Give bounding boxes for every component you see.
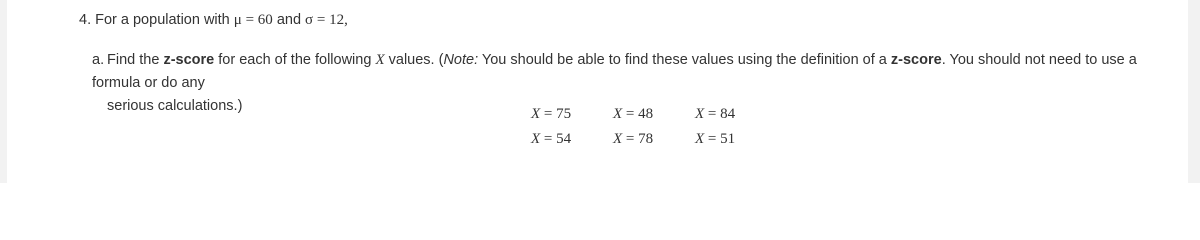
x-value-item: X = 84 xyxy=(695,106,736,122)
x-value-item: X = 54 xyxy=(531,131,572,147)
x-value-item: X = 78 xyxy=(613,131,654,147)
mu-equals: = xyxy=(245,12,255,28)
question-4-stem xyxy=(79,11,348,29)
part-a-note-text-2: . You should not need to use a formula or do any xyxy=(92,52,1137,91)
mu-value: 60 xyxy=(257,12,273,28)
sigma-equation xyxy=(305,12,348,28)
part-a-note-text-1: You should be able to find these values using the definition of a xyxy=(481,52,887,68)
mu-equation xyxy=(234,12,273,28)
note-label: Note: xyxy=(443,52,479,68)
sigma-symbol: σ xyxy=(305,12,314,28)
part-a-text-values: values. ( xyxy=(388,52,444,68)
x-value-item: X = 51 xyxy=(695,131,736,147)
part-a-text-find: Find the xyxy=(107,52,160,68)
part-a-text-for-each: for each of the following xyxy=(218,52,372,68)
part-a-line-2: serious calculations.) xyxy=(107,98,243,114)
x-values-grid xyxy=(531,104,777,149)
right-scrollbar-track xyxy=(1188,0,1200,183)
sigma-value: 12, xyxy=(329,12,348,28)
x-variable: X xyxy=(375,52,385,68)
sigma-equals: = xyxy=(316,12,326,28)
left-margin-bar xyxy=(0,0,7,183)
z-score-term-2: z-score xyxy=(890,52,942,68)
question-number: 4. xyxy=(79,12,92,28)
x-value-item: X = 75 xyxy=(531,106,572,122)
mu-symbol: μ xyxy=(233,12,242,28)
x-value-item: X = 48 xyxy=(613,106,654,122)
and-word: and xyxy=(276,12,302,28)
part-a-marker: a. xyxy=(92,52,105,68)
z-score-term: z-score xyxy=(163,52,215,68)
question-intro-text: For a population with xyxy=(95,12,230,28)
